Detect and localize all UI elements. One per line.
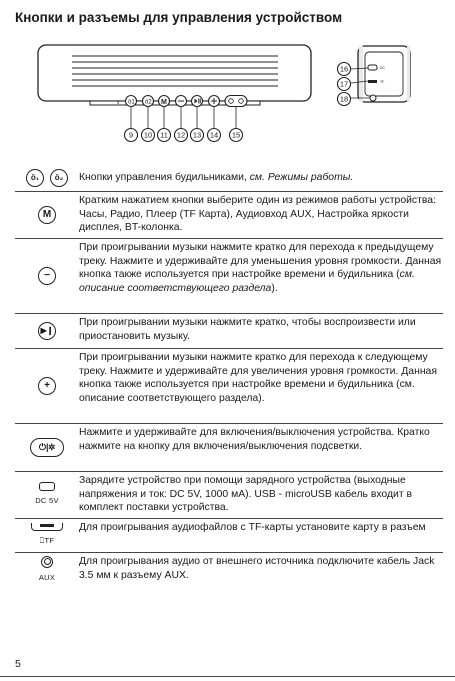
play-pause-button-icon: ▶❙ (15, 314, 79, 348)
row-text: Для проигрывания аудиофайлов с TF-карты установите карту в разъем (79, 522, 426, 533)
row-plus (15, 349, 443, 424)
controls-table (15, 164, 443, 587)
callout-10: 10 (143, 130, 153, 140)
aux-port-icon: AUX (15, 553, 79, 587)
svg-text:TF: TF (380, 80, 385, 84)
callout-12: 12 (176, 130, 186, 140)
row-alarm-buttons (15, 164, 443, 192)
page-number: 5 (15, 658, 21, 670)
dc-port-icon: DC 5V (15, 472, 79, 518)
row-text: Зарядите устройство при помощи зарядного устройства (выходные напряжения и ток: DC 5V, 1000 мА). USB - microUSB кабель входит в комплект поставки устройства. (79, 475, 412, 514)
row-text: При проигрывании музыки нажмите кратко для перехода к следующему треку. Нажмите и удерживайте для увеличения уровня громкости. Данная кнопка также используется при настройке времени и будильника (см. описание соответствующего раздела). (79, 352, 437, 404)
callout-9: 9 (128, 130, 134, 140)
row-text: При проигрывании музыки нажмите кратко, чтобы воспроизвести или приостановить музыку. (79, 317, 416, 342)
speaker-side-view (358, 46, 410, 102)
row-tf (15, 519, 443, 553)
device-diagram (0, 0, 455, 150)
row-text: Для проигрывания аудио от внешнего источника подключите кабель Jack 3.5 мм к разъему AUX. (79, 556, 435, 581)
callout-15: 15 (231, 130, 241, 140)
power-light-button-icon: ⏻|✲ (15, 424, 79, 471)
side-callouts (338, 63, 351, 106)
callout-16: 16 (339, 64, 349, 74)
callout-11: 11 (160, 130, 168, 140)
svg-text:DC: DC (380, 66, 386, 70)
row-mode (15, 192, 443, 239)
callout-13: 13 (192, 130, 202, 140)
row-minus (15, 239, 443, 314)
footer-divider (0, 676, 455, 677)
page-title: Кнопки и разъемы для управления устройством (15, 10, 343, 25)
svg-text:ö1: ö1 (128, 99, 135, 106)
alarm-buttons-icon: ö₁ ö₂ (15, 164, 79, 191)
row-play-pause (15, 314, 443, 349)
minus-button-icon: − (15, 239, 79, 313)
plus-button-icon: + (15, 349, 79, 423)
callout-18: 18 (339, 94, 349, 104)
svg-text:v: v (117, 100, 120, 106)
callout-14: 14 (209, 130, 219, 140)
front-callouts (125, 129, 243, 142)
row-dc (15, 472, 443, 519)
tf-slot-icon: ⎕TF (15, 519, 79, 552)
row-aux (15, 553, 443, 587)
svg-text:M: M (161, 99, 167, 106)
row-text: Кнопки управления будильниками, см. Режимы работы. (79, 172, 354, 183)
row-text: Кратким нажатием кнопки выберите один из режимов работы устройства: Часы, Радио, Плеер (TF Карта), Аудиовход AUX, Настройка яркости дисплея, BT-колонка. (79, 195, 436, 234)
speaker-front-view (38, 45, 311, 106)
svg-text:ö2: ö2 (145, 99, 152, 106)
callout-17: 17 (339, 79, 349, 89)
row-text: Нажмите и удерживайте для включения/выключения устройства. Кратко нажмите на кнопку для включения/выключения подсветки. (79, 427, 430, 452)
mode-button-icon: M (15, 192, 79, 238)
row-power (15, 424, 443, 472)
row-text: При проигрывании музыки нажмите кратко для перехода к предыдущему треку. Нажмите и удерживайте для уменьшения уровня громкости. Данная кнопка также используется при настройке времени и будильника (см. описание соответствующего раздела). (79, 242, 442, 294)
